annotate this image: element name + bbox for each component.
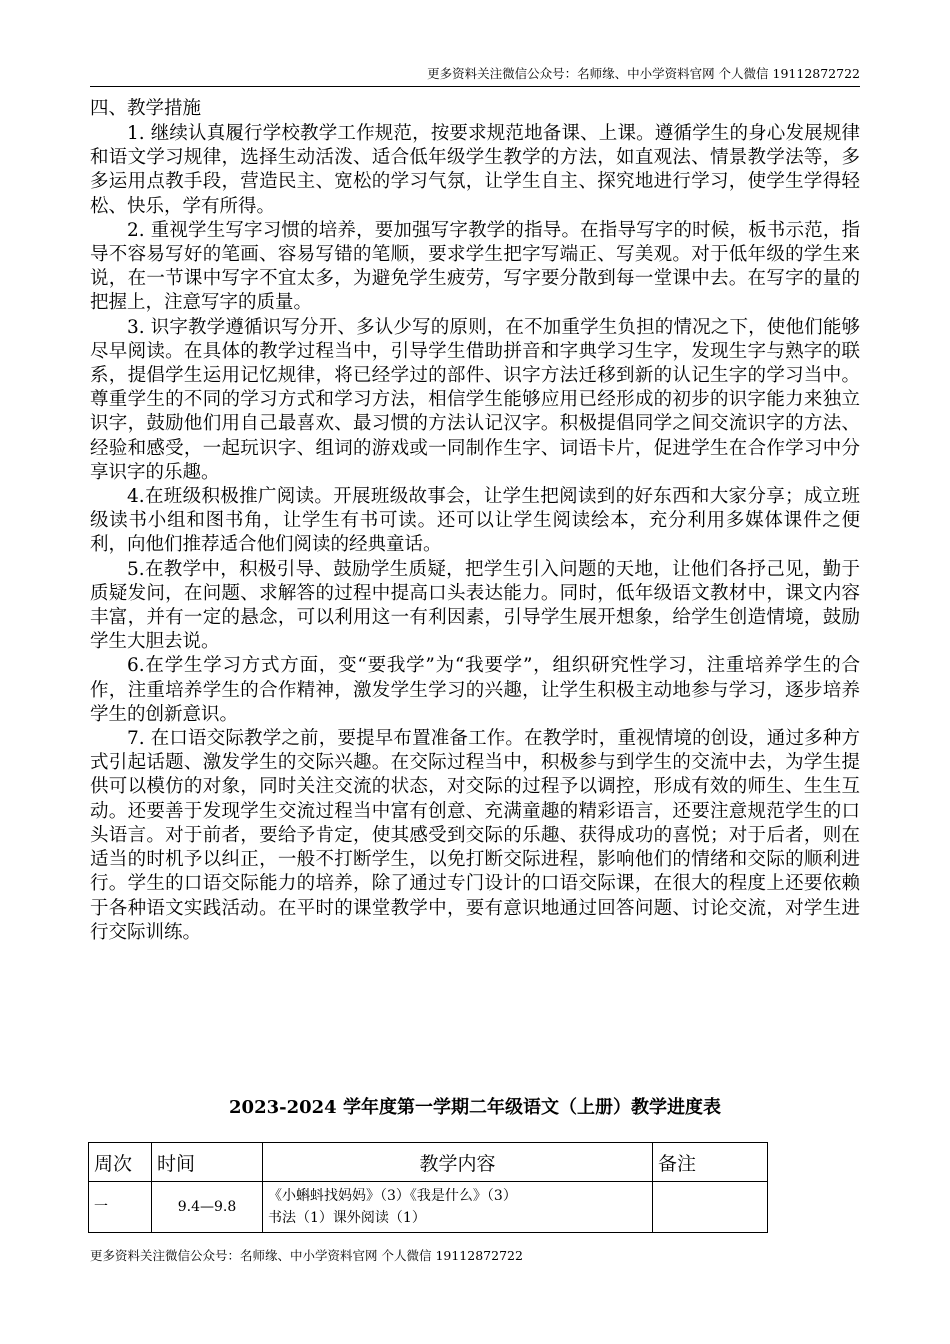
content-line-1: 《小蝌蚪找妈妈》（3）《我是什么》（3） xyxy=(268,1188,517,1204)
header-notes: 备注 xyxy=(653,1143,768,1182)
measure-paragraph-7: 7. 在口语交际教学之前，要提早布置准备工作。在教学时，重视情境的创设，通过多种方式引起话题、激发学生的交际兴趣。在交际过程当中，积极参与到学生的交流中去，为学生提供可以模仿的对象，同时关注交流的状态，对交际的过程予以调控，形成有效的师生、生生互动。还要善于发现学生交流过程当中富有创意、充满童趣的精彩语言，还要注意规范学生的口头语言。对于前者，要给予肯定，使其感受到交际的乐趣、获得成功的喜悦；对于后者，则在适当的时机予以纠正，一般不打断学生，以免打断交际进程，影响他们的情绪和交际的顺利进行。学生的口语交际能力的培养，除了通过专门设计的口语交际课，在很大的程度上还要依赖于各种语文实践活动。在平时的课堂教学中，要有意识地通过回答问题、讨论交流，对学生进行交际训练。 xyxy=(90,728,860,943)
teaching-measures-body xyxy=(90,122,860,945)
table-row xyxy=(89,1182,768,1233)
cell-week: 一 xyxy=(89,1182,152,1233)
cell-notes xyxy=(653,1182,768,1233)
cell-content xyxy=(263,1182,653,1233)
measure-paragraph-1: 1. 继续认真履行学校教学工作规范，按要求规范地备课、上课。遵循学生的身心发展规律和语文学习规律，选择生动活泼、适合低年级学生教学的方法，如直观法、情景教学法等，多多运用点教手段，营造民主、宽松的学习气氛，让学生自主、探究地进行学习，使学生学得轻松、快乐，学有所得。 xyxy=(90,123,860,217)
header-time: 时间 xyxy=(152,1143,263,1182)
page-footer: 更多资料关注微信公众号：名师缘、中小学资料官网 个人微信 19112872722 xyxy=(90,1248,523,1263)
content-line-2: 书法（1）课外阅读（1） xyxy=(268,1210,426,1226)
header-content: 教学内容 xyxy=(263,1143,653,1182)
schedule-title: 2023-2024 学年度第一学期二年级语文（上册）教学进度表 xyxy=(229,1097,721,1118)
schedule-header-row xyxy=(89,1143,768,1182)
measure-paragraph-2: 2. 重视学生写字习惯的培养，要加强写字教学的指导。在指导写字的时候，板书示范，指导不容易写好的笔画、容易写错的笔顺，要求学生把字写端正、写美观。对于低年级的学生来说，在一节课中写字不宜太多，为避免学生疲劳，写字要分散到每一堂课中去。在写字的量的把握上，注意写字的质量。 xyxy=(90,219,860,314)
section-heading: 四、教学措施 xyxy=(90,98,202,119)
measure-paragraph-4: 4.在班级积极推广阅读。开展班级故事会，让学生把阅读到的好东西和大家分享；成立班级读书小组和图书角，让学生有书可读。还可以让学生阅读绘本，充分利用多媒体课件之便利，向他们推荐适合他们阅读的经典童话。 xyxy=(90,486,860,556)
measure-paragraph-6: 6.在学生学习方式方面，变“要我学”为“我要学”，组织研究性学习，注重培养学生的合作，注重培养学生的合作精神，激发学生学习的兴趣，让学生积极主动地参与学习，逐步培养学生的创新意识。 xyxy=(90,655,860,725)
measure-paragraph-3: 3. 识字教学遵循识写分开、多认少写的原则，在不加重学生负担的情况之下，使他们能够尽早阅读。在具体的教学过程当中，引导学生借助拼音和字典学习生字，发现生字与熟字的联系，提倡学生运用记忆规律，将已经学过的部件、识字方法迁移到新的认记生字的学习当中。尊重学生的不同的学习方式和学习方法，相信学生能够应用已经形成的初步的识字能力来独立识字，鼓励他们用自己最喜欢、最习惯的方法认记汉字。积极提倡同学之间交流识字的方法、经验和感受，一起玩识字、组词的游戏或一同制作生字、词语卡片，促进学生在合作学习中分享识字的乐趣。 xyxy=(90,316,860,483)
measure-paragraph-5: 5.在教学中，积极引导、鼓励学生质疑，把学生引入问题的天地，让他们各抒己见，勤于质疑发问，在问题、求解答的过程中提高口头表达能力。同时，低年级语文教材中，课文内容丰富，并有一定的悬念，可以利用这一有利因素，引导学生展开想象，给学生创造情境，鼓励学生大胆去说。 xyxy=(90,558,860,653)
schedule-table xyxy=(88,1142,768,1233)
page-header: 更多资料关注微信公众号：名师缘、中小学资料官网 个人微信 19112872722 xyxy=(90,66,860,87)
header-week: 周次 xyxy=(89,1143,152,1182)
cell-time: 9.4—9.8 xyxy=(152,1182,263,1233)
